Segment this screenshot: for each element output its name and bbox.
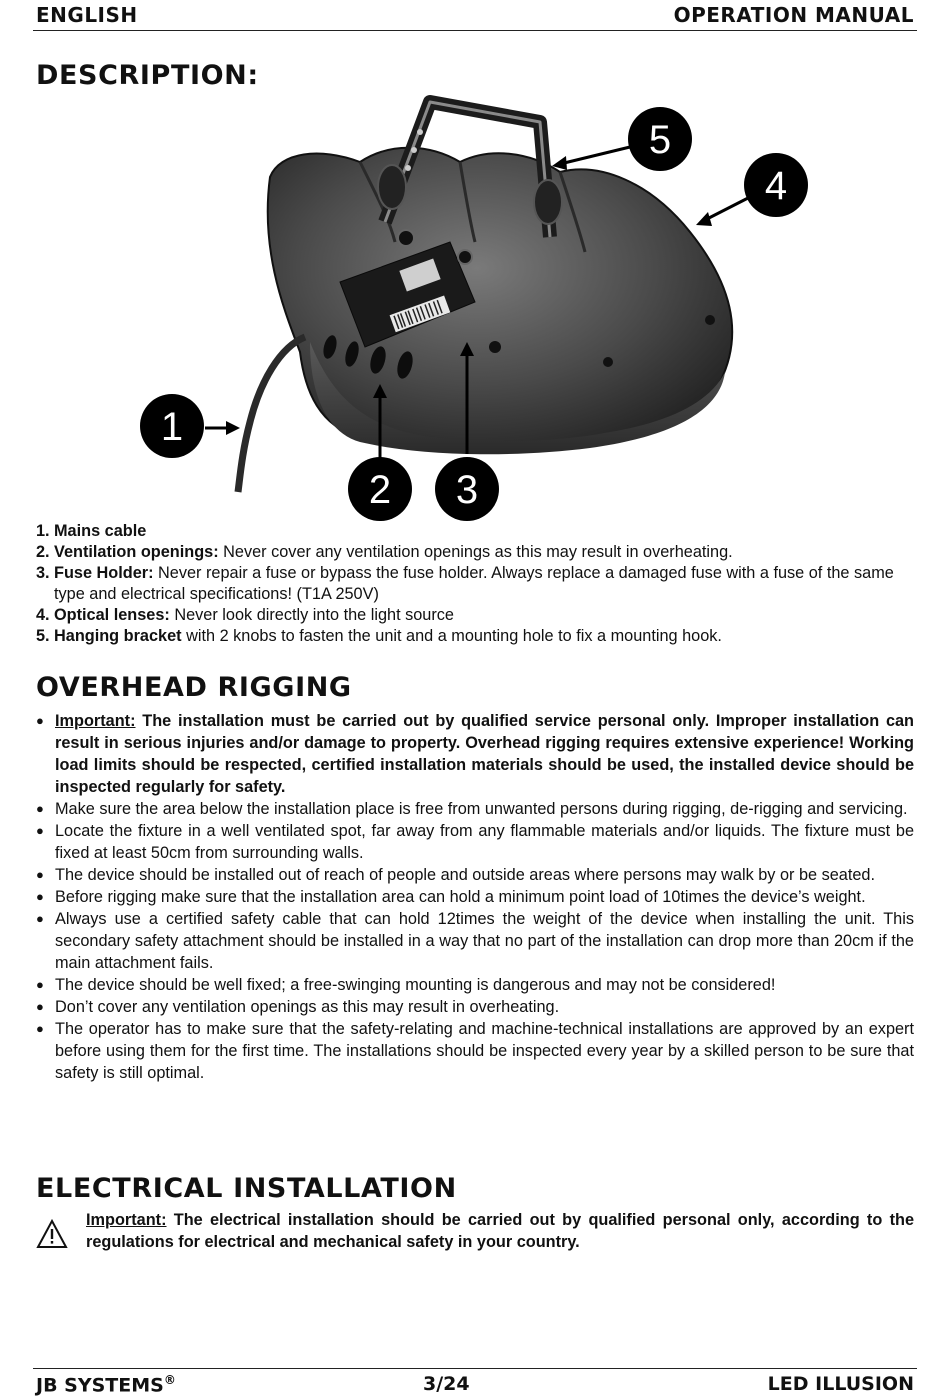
bullet-dot-icon: ● — [36, 977, 44, 992]
callout-4: 4 — [764, 164, 788, 208]
list-item — [36, 996, 914, 1018]
legend-item — [36, 521, 916, 542]
header-doc-type: OPERATION MANUAL — [673, 3, 914, 27]
bullet-dot-icon: ● — [36, 867, 44, 882]
bullet-dot-icon: ● — [36, 713, 44, 728]
footer-brand: JB SYSTEMS — [36, 1374, 164, 1397]
header-rule — [33, 30, 917, 31]
legend-label: Optical lenses: — [54, 606, 170, 624]
legend-label: Mains cable — [54, 522, 147, 540]
page-header — [36, 2, 914, 28]
description-title: DESCRIPTION: — [36, 60, 259, 91]
bullet-dot-icon: ● — [36, 999, 44, 1014]
led-illusion-product-image — [130, 92, 820, 522]
legend-number: 1. — [36, 522, 50, 540]
list-item-text: Make sure the area below the installation place is free from unwanted persons during rigging, de-rigging and servicing. — [55, 800, 908, 818]
electrical-title: ELECTRICAL INSTALLATION — [36, 1173, 457, 1204]
list-item — [36, 864, 914, 886]
bullet-dot-icon: ● — [36, 911, 44, 926]
important-label: Important: — [86, 1211, 167, 1229]
legend-label: Ventilation openings: — [54, 543, 219, 561]
electrical-warning — [36, 1209, 914, 1255]
bullet-dot-icon: ● — [36, 1021, 44, 1036]
legend-number: 2. — [36, 543, 50, 561]
list-item-text: The operator has to make sure that the safety-relating and machine-technical installations are approved by an expert before using them for the first time. The installations should be inspected every year by a skilled person to be sure that safety is still optimal. — [55, 1020, 914, 1082]
rigging-list — [36, 710, 914, 1084]
legend-number: 5. — [36, 627, 50, 645]
page-number: 3/24 — [423, 1373, 470, 1395]
important-label: Important: — [55, 712, 136, 730]
legend-label: Hanging bracket — [54, 627, 182, 645]
product-figure — [130, 92, 820, 522]
callout-1: 1 — [160, 405, 184, 449]
bullet-dot-icon: ● — [36, 801, 44, 816]
list-item — [36, 886, 914, 908]
legend-item — [36, 563, 916, 605]
list-item-text: Locate the fixture in a well ventilated spot, far away from any flammable materials and/or liquids. The fixture must be fixed at least 50cm from surrounding walls. — [55, 822, 914, 862]
important-text: The electrical installation should be carried out by qualified personal only, according to the regulations for electrical and mechanical safety in your country. — [86, 1211, 914, 1251]
list-item-text: Always use a certified safety cable that can hold 12times the weight of the device when installing the unit. This secondary safety attachment should be installed in a way that no part of the installation can drop more than 20cm if the main attachment fails. — [55, 910, 914, 972]
list-item — [36, 710, 914, 798]
footer-brand-wrap — [36, 1373, 176, 1396]
legend-text: Never repair a fuse or bypass the fuse holder. Always replace a damaged fuse with a fuse of the same type and electrical specifications! (T1A 250V) — [54, 564, 894, 603]
warning-triangle-icon — [36, 1209, 86, 1255]
legend-item — [36, 626, 916, 647]
header-language: ENGLISH — [36, 3, 138, 27]
callout-5: 5 — [648, 118, 672, 162]
legend-text: Never cover any ventilation openings as this may result in overheating. — [218, 543, 733, 561]
list-item — [36, 1018, 914, 1084]
legend-text: Never look directly into the light source — [169, 606, 454, 624]
list-item — [36, 820, 914, 864]
callout-3: 3 — [455, 468, 479, 512]
legend-item — [36, 605, 916, 626]
page-footer — [36, 1373, 914, 1397]
footer-rule — [33, 1368, 917, 1369]
important-text: The installation must be carried out by qualified service personal only. Improper installation can result in serious injuries and/or damage to property. Overhead rigging requires extensive experience! Working load limits should be respected, certified installation materials should be used, the installed device should be inspected regularly for safety. — [55, 712, 914, 796]
legend-item — [36, 542, 916, 563]
description-legend — [36, 521, 916, 647]
list-item-text: Before rigging make sure that the installation area can hold a minimum point load of 10times the device’s weight. — [55, 888, 866, 906]
list-item-text: The device should be installed out of reach of people and outside areas where persons may walk by or be seated. — [55, 866, 875, 884]
list-item — [36, 974, 914, 996]
footer-product: LED ILLUSION — [767, 1373, 914, 1395]
bullet-dot-icon: ● — [36, 823, 44, 838]
list-item — [36, 798, 914, 820]
callout-2: 2 — [368, 468, 392, 512]
legend-label: Fuse Holder: — [54, 564, 154, 582]
rigging-title: OVERHEAD RIGGING — [36, 672, 352, 703]
legend-text: with 2 knobs to fasten the unit and a mounting hole to fix a mounting hook. — [181, 627, 722, 645]
bullet-dot-icon: ● — [36, 889, 44, 904]
list-item-text: Don’t cover any ventilation openings as this may result in overheating. — [55, 998, 560, 1016]
legend-number: 3. — [36, 564, 50, 582]
list-item — [36, 908, 914, 974]
list-item-text: The device should be well fixed; a free-swinging mounting is dangerous and may not be considered! — [55, 976, 776, 994]
legend-number: 4. — [36, 606, 50, 624]
registered-mark: ® — [163, 1373, 176, 1387]
